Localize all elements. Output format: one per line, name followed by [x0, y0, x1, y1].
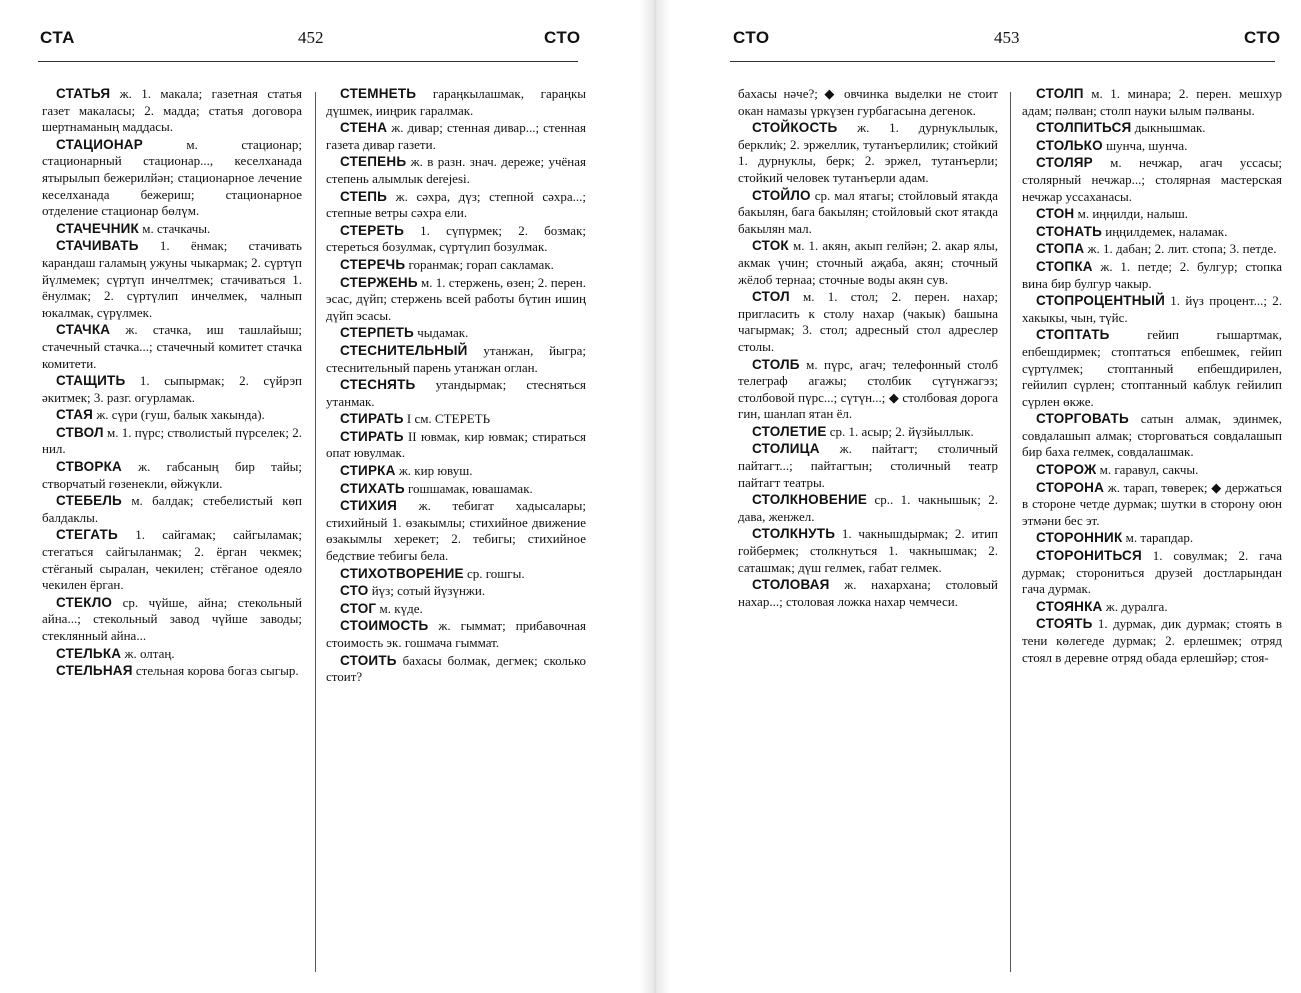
dictionary-entry: [326, 223, 586, 256]
entry-headword: СТОЯНКА: [1036, 598, 1103, 614]
entry-definition: 1. йүз процент...; 2. хакыкы, чын, түйс.: [1022, 293, 1282, 325]
dictionary-entry: [42, 238, 302, 321]
entry-definition: ж. олтаң.: [121, 645, 175, 661]
entry-definition: ж. пайтагт; столичный пайтагт...; пайтагтын; столичный театр пайтагт театры.: [738, 441, 998, 490]
entry-headword: СТОЛЯР: [1036, 155, 1093, 171]
entry-definition: 1. сыпырмак; 2. сүйрэп әкитмек; 3. разг. огурламак.: [42, 373, 302, 405]
entry-definition: гейип гышартмак, епбешдирмек; стоптаться епбешмек, гейип сүртүлмек; стоптанный епбешдирилен, гейилип сүрлен; стоптанный каблук гейилип сүрлен өкже.: [1022, 327, 1282, 409]
dictionary-entry: [326, 566, 586, 583]
dictionary-entry: [326, 189, 586, 222]
entry-definition: ж. тарап, төверек; ◆ держаться в стороне четде дурмак; шутки в сторону оюн этмәни бес эт.: [1022, 479, 1282, 528]
dictionary-entry: [42, 86, 302, 136]
entry-headword: СТАЧИВАТЬ: [56, 238, 139, 254]
dictionary-entry: [326, 653, 586, 686]
dictionary-entry: [42, 527, 302, 593]
entry-headword: СТОИТЬ: [340, 652, 397, 668]
right-guide-word-end: СТО: [1244, 28, 1281, 47]
dictionary-entry: [42, 595, 302, 645]
entry-definition: м. стачкачы.: [139, 220, 211, 236]
entry-definition: шунча, шунча.: [1102, 137, 1188, 153]
dictionary-entry: [326, 377, 586, 410]
entry-headword: СТОЯТЬ: [1036, 616, 1093, 632]
entry-definition: м. иңңилди, налыш.: [1074, 206, 1189, 222]
entry-headword: СТАЯ: [56, 407, 94, 423]
entry-definition: ср. 1. асыр; 2. йүзйыллык.: [826, 423, 974, 439]
dictionary-entry: [42, 221, 302, 238]
dictionary-entry: [738, 424, 998, 441]
dictionary-entry: [1022, 293, 1282, 326]
entry-headword: СТОЛБ: [752, 356, 800, 372]
dictionary-entry: [738, 492, 998, 525]
entry-definition: ж. дивар; стенная дивар...; стенная газета дивар газети.: [326, 120, 586, 152]
dictionary-entry: [1022, 86, 1282, 119]
entry-definition: ж. кир ювуш.: [395, 463, 473, 479]
entry-definition: м. 1. акян, акып гелйән; 2. акар ялы, акмак үчин; сточный аҗаба, акян; сточный жёлоб тернаа; сточные воды акян сув.: [738, 238, 998, 287]
entry-headword: СТАЧКА: [56, 322, 111, 338]
entry-headword: СТОЛКНУТЬ: [752, 526, 836, 542]
entry-headword: СТО: [340, 583, 369, 599]
dictionary-entry: [42, 663, 302, 680]
dictionary-entry: [738, 238, 998, 288]
dictionary-entry: [1022, 259, 1282, 292]
left-column-1: [42, 86, 302, 981]
entry-definition: ж. 1. макала; газетная статья газет макаласы; 2. мадда; статья договора шертнаманың маддасы.: [42, 86, 302, 135]
entry-definition: ж. тебигат хадысалары; стихийный 1. өзакымлы; стихийное движение өзакымлы херекет; 2. тебигы; стихийное бедствие тебигы бела.: [326, 498, 586, 564]
entry-headword: СТВОЛ: [56, 424, 104, 440]
dictionary-entry: [42, 407, 302, 424]
dictionary-entry: [42, 493, 302, 526]
entry-definition: ж. 1. дабан; 2. лит. стопа; 3. петде.: [1084, 241, 1277, 257]
entry-headword: СТИРАТЬ: [340, 428, 404, 444]
entry-definition: ж. гыммат; прибавочная стоимость эк. гошмача гыммат.: [326, 618, 586, 650]
entry-definition: 1. ёнмак; стачивать карандаш галамың ужуны чыкармак; 2. сүртүп йүлмемек; сүртүп инчелтмек; стачиваться 1. ёнулмак; 2. сүртүлип инчелмек, чалнып юкалмак, сүрүлмек.: [42, 238, 302, 320]
right-column-1: [738, 86, 998, 981]
left-page-header: [0, 28, 650, 54]
entry-headword: СТИХОТВОРЕНИЕ: [340, 565, 464, 581]
dictionary-entry: [1022, 138, 1282, 155]
entry-definition: м. нечжар, агач уссасы; столярный нечжар...; столярная мастерская нечжар уссаханасы.: [1022, 155, 1282, 204]
entry-definition: ж. стачка, иш ташлайыш; стачечный стачка...; стачечный комитет стачка комитети.: [42, 322, 302, 371]
dictionary-entry: [1022, 616, 1282, 666]
dictionary-entry: [1022, 411, 1282, 461]
entry-headword: СТИХИЯ: [340, 498, 397, 514]
entry-headword: СТАЩИТЬ: [56, 373, 126, 389]
entry-headword: СТОРОНИТЬСЯ: [1036, 548, 1142, 564]
entry-headword: СТОПКА: [1036, 258, 1093, 274]
entry-headword: СТОЛ: [752, 289, 790, 305]
entry-headword: СТИРАТЬ: [340, 411, 404, 427]
dictionary-entry: [326, 343, 586, 376]
entry-definition: ж. нахархана; столовый нахар...; столовая ложка нахар чемчеси.: [738, 577, 998, 609]
entry-headword: СТОЙКОСТЬ: [752, 120, 838, 136]
dictionary-entry: [1022, 599, 1282, 616]
entry-headword: СТИРКА: [340, 463, 396, 479]
entry-definition: 1. сайгамак; сайгыламак; стегаться сайгыланмак; 2. ёрган чекмек; стёганый сыралан, чекилен; стёганое одеяло чекилен ёрган.: [42, 527, 302, 593]
entry-definition: м. 1. стержень, өзен; 2. перен. эсас, дүйп; стержень всей работы бүтин ишиң дүйп эсасы.: [326, 274, 586, 323]
dictionary-entry: [1022, 224, 1282, 241]
entry-definition: ж. в разн. знач. дереже; учёная степень алымлык derejesi.: [326, 154, 586, 186]
right-guide-word-start: СТО: [733, 28, 770, 47]
entry-headword: СТОРОНА: [1036, 479, 1105, 495]
entry-headword: СТОНАТЬ: [1036, 223, 1102, 239]
entry-definition: ж. габсаның бир тайы; створчатый гөзенекли, өйжүкли.: [42, 459, 302, 491]
dictionary-entry: [326, 257, 586, 274]
right-column-divider: [1010, 92, 1011, 972]
entry-headword: СТЕМНЕТЬ: [340, 86, 417, 101]
entry-headword: СТАЧЕЧНИК: [56, 220, 139, 236]
dictionary-entry: [738, 526, 998, 576]
dictionary-entry: [326, 498, 586, 564]
entry-headword: СТЕРПЕТЬ: [340, 325, 414, 341]
dictionary-entry: [1022, 120, 1282, 137]
left-guide-word-end: СТО: [544, 28, 581, 47]
entry-definition: м. 1. пүрс; стволистый пүрселек; 2. нил.: [42, 424, 302, 457]
entry-definition: 1. совулмак; 2. гача дурмак; сторониться друзей достларындан гача дурмак.: [1022, 548, 1282, 597]
entry-definition: стельная корова богаз сыгыр.: [132, 663, 299, 679]
dictionary-entry: [738, 441, 998, 491]
entry-headword: СТОЛПИТЬСЯ: [1036, 120, 1132, 136]
entry-definition: гошшамак, ювашамак.: [404, 480, 533, 496]
entry-definition: II ювмак, кир ювмак; стираться опат ювулмак.: [326, 428, 586, 461]
dictionary-entry: [326, 411, 586, 428]
dictionary-entry: [738, 120, 998, 186]
dictionary-entry: [326, 86, 586, 119]
dictionary-entry: [1022, 155, 1282, 205]
right-page: [650, 0, 1301, 993]
entry-definition: ж. 1. петде; 2. булгур; стопка вина бир булгур чакыр.: [1022, 258, 1282, 291]
entry-headword: СТОЛИЦА: [752, 441, 820, 457]
entry-definition: м. пүрс, агач; телефонный столб телеграф агажы; столбик сүтүнжагэз; столбовой пүрс...; сүтүн...; ◆ столбовая дорога гин, шанлап ятан ёл.: [738, 356, 998, 422]
entry-definition: м. балдак; стебелистый көп балдаклы.: [42, 493, 302, 525]
dictionary-entry: [1022, 206, 1282, 223]
entry-definition: сатын алмак, эдинмек, совдалашып алмак; сторговаться совдалашып бир баха гелмек, совдалашмак.: [1022, 411, 1282, 460]
entry-definition: ср. чүйше, айна; стекольный айна...; стекольный завод чүйше заводы; стеклянный айна...: [42, 594, 302, 643]
dictionary-entry: [42, 373, 302, 406]
entry-headword: СТВОРКА: [56, 459, 122, 475]
entry-headword: СТАТЬЯ: [56, 86, 111, 101]
entry-definition: утанжан, йыгра; стеснительный парень утанжан оглан.: [326, 342, 586, 375]
entry-definition: ж. дуралга.: [1102, 598, 1168, 614]
entry-headword: СТЕРЕТЬ: [340, 222, 405, 238]
entry-headword: СТЕПЬ: [340, 188, 388, 204]
left-column-divider: [315, 92, 316, 972]
dictionary-entry: [738, 289, 998, 355]
entry-headword: СТЕСНЯТЬ: [340, 377, 416, 393]
entry-headword: СТОГ: [340, 600, 377, 616]
entry-definition: ср. гошгы.: [463, 565, 525, 581]
entry-headword: СТЕРЕЧЬ: [340, 256, 406, 272]
entry-headword: СТОК: [752, 238, 789, 254]
entry-headword: СТОЛП: [1036, 86, 1084, 101]
entry-definition: бахасы болмак, дегмек; сколько стоит?: [326, 652, 586, 685]
dictionary-entry: [738, 86, 998, 119]
dictionary-entry: [1022, 241, 1282, 258]
entry-headword: СТОПРОЦЕНТНЫЙ: [1036, 293, 1165, 309]
entry-headword: СТЕЛЬНАЯ: [56, 663, 133, 679]
entry-headword: СТОН: [1036, 206, 1075, 222]
right-page-number: 453: [994, 28, 1020, 47]
entry-headword: СТАЦИОНАР: [56, 136, 143, 152]
entry-definition: 1. сүпүрмек; 2. бозмак; стереться бозулмак, сүртүлип бозулмак.: [326, 222, 586, 255]
entry-definition: иңңилдемек, наламак.: [1102, 223, 1228, 239]
entry-definition: 1. чакнышдырмак; 2. итип гойбермек; столкнуться 1. чакнышмак; 2. саташмак; дүш гелмек, габат гелмек.: [738, 526, 998, 575]
dictionary-entry: [1022, 530, 1282, 547]
entry-definition: ж. сәхра, дүз; степной сәхра...; степные ветры сәхра ели.: [326, 188, 586, 221]
dictionary-entry: [1022, 548, 1282, 598]
entry-definition: ср.. 1. чакнышык; 2. дава, женжел.: [738, 492, 998, 524]
entry-definition: м. гаравул, сакчы.: [1096, 462, 1199, 478]
entry-definition: м. 1. стол; 2. перен. нахар; пригласить к столу нахар (чакык) башына чагырмак; 3. стол; адресный стол адреслер столы.: [738, 289, 998, 354]
right-column-2: [1022, 86, 1282, 981]
dictionary-entry: [326, 325, 586, 342]
entry-headword: СТОЙЛО: [752, 187, 811, 203]
left-page: [0, 0, 650, 993]
dictionary-entry: [326, 601, 586, 618]
entry-definition: дыкнышмак.: [1131, 120, 1206, 136]
dictionary-entry: [42, 425, 302, 458]
dictionary-entry: [326, 429, 586, 462]
entry-definition: горанмак; горап сакламак.: [405, 256, 554, 272]
right-page-header: [650, 28, 1301, 54]
entry-headword: СТОЛЬКО: [1036, 137, 1103, 153]
dictionary-entry: [326, 481, 586, 498]
dictionary-entry: [326, 618, 586, 651]
entry-definition: м. 1. минара; 2. перен. мешхур адам; пәлван; столп науки ылым пәлваны.: [1022, 86, 1282, 118]
entry-definition: бахасы нәче?; ◆ овчинка выделки не стоит окан намазы үркүзен гурбагасына дегенок.: [738, 86, 998, 118]
entry-headword: СТОЛКНОВЕНИЕ: [752, 492, 868, 508]
dictionary-entry: [42, 322, 302, 372]
dictionary-entry: [1022, 327, 1282, 410]
entry-headword: СТЕСНИТЕЛЬНЫЙ: [340, 342, 468, 358]
left-guide-word-start: СТА: [40, 28, 75, 47]
dictionary-entry: [738, 357, 998, 423]
entry-headword: СТЕПЕНЬ: [340, 154, 407, 170]
entry-headword: СТОИМОСТЬ: [340, 618, 429, 634]
dictionary-entry: [738, 188, 998, 238]
entry-definition: м. тарапдар.: [1122, 530, 1194, 546]
entry-headword: СТЕГАТЬ: [56, 527, 118, 543]
entry-headword: СТОЛЕТИЕ: [752, 423, 827, 439]
entry-definition: чыдамак.: [413, 325, 469, 341]
left-column-2: [326, 86, 586, 981]
entry-definition: м. стационар; стационарный стационар..., кеселханада ятырылып бежерилйән; стационарное лечение кеселханада бежериш; стационарное отделение стационар бөлүм.: [42, 136, 302, 219]
right-header-rule: [730, 61, 1275, 62]
dictionary-entry: [326, 463, 586, 480]
entry-definition: I см. СТЕРЕТЬ: [403, 411, 491, 427]
entry-headword: СТОПА: [1036, 241, 1085, 257]
dictionary-entry: [326, 120, 586, 153]
dictionary-entry: [326, 154, 586, 187]
entry-headword: СТОЛОВАЯ: [752, 577, 830, 593]
entry-definition: 1. дурмак, дик дурмак; стоять в тени көлегеде дурмак; 2. ерлешмек; отряд стоял в деревне отряд обада ерлешйәр; стоя-: [1022, 616, 1282, 665]
entry-headword: СТОПТАТЬ: [1036, 327, 1110, 343]
entry-headword: СТОРОННИК: [1036, 530, 1123, 546]
entry-definition: йүз; сотый йүзүнжи.: [368, 583, 486, 599]
dictionary-entry: [326, 275, 586, 325]
entry-headword: СТОРОЖ: [1036, 462, 1097, 478]
dictionary-entry: [42, 646, 302, 663]
dictionary-entry: [738, 577, 998, 610]
dictionary-entry: [1022, 462, 1282, 479]
entry-definition: ж. 1. дурнуклылык, беркли̇к; 2. эржеллик, тутанъерлилик; стойкий 1. дурнуклы, берк; 2. эржел, тутанъерли; стойкий человек тутанъерли адам.: [738, 120, 998, 185]
entry-definition: гараңкылашмак, гараңкы дүшмек, ииңрик гаралмак.: [326, 86, 586, 118]
left-page-number: 452: [298, 28, 324, 47]
entry-definition: утандырмак; стесняться утанмак.: [326, 377, 586, 409]
entry-definition: м. күде.: [376, 600, 423, 616]
entry-headword: СТЕНА: [340, 120, 388, 136]
entry-headword: СТЕКЛО: [56, 594, 113, 610]
entry-headword: СТОРГОВАТЬ: [1036, 411, 1129, 427]
entry-headword: СТЕРЖЕНЬ: [340, 274, 418, 290]
entry-headword: СТЕБЕЛЬ: [56, 493, 122, 509]
dictionary-entry: [42, 459, 302, 492]
dictionary-entry: [326, 583, 586, 600]
dictionary-entry: [1022, 480, 1282, 530]
dictionary-entry: [42, 137, 302, 220]
entry-definition: ср. мал ятагы; стойловый ятакда бакылян, бага бакылян; стойловый скот ятакда бакылян мал.: [738, 187, 998, 236]
left-header-rule: [38, 61, 578, 62]
entry-headword: СТИХАТЬ: [340, 480, 405, 496]
entry-headword: СТЕЛЬКА: [56, 645, 122, 661]
entry-definition: ж. сүри (гуш, балык хакында).: [93, 407, 265, 423]
